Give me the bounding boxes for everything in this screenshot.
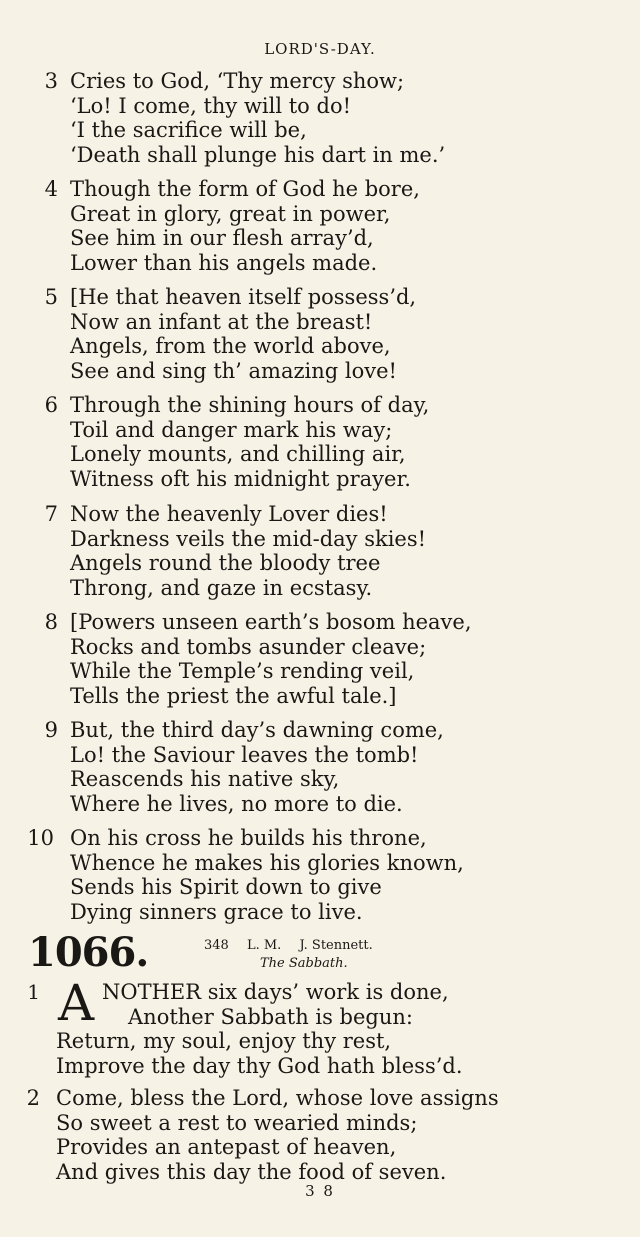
- verse-line: Witness oft his midnight prayer.: [70, 466, 411, 491]
- verse-number: 5: [44, 285, 58, 309]
- page-number: 3 8: [305, 1182, 335, 1200]
- running-head: LORD'S-DAY.: [264, 40, 376, 58]
- verse-line: [Powers unseen earth’s bosom heave,: [70, 610, 472, 634]
- verse-line: While the Temple’s rending veil,: [70, 659, 415, 684]
- verse-line: Provides an antepast of heaven,: [56, 1135, 397, 1160]
- verse-line: Now the heavenly Lover dies!: [70, 502, 388, 526]
- verse-line: Now an infant at the breast!: [70, 309, 373, 334]
- verse-line: [He that heaven itself possess’d,: [70, 285, 417, 309]
- verse-line: Rocks and tombs asunder cleave;: [70, 634, 427, 659]
- verse-number: 6: [44, 393, 58, 417]
- verse-line: Darkness veils the mid-day skies!: [70, 526, 427, 551]
- verse-line: Dying sinners grace to live.: [70, 899, 363, 924]
- verse-line: Reascends his native sky,: [70, 767, 340, 792]
- verse-line: Sends his Spirit down to give: [70, 875, 382, 900]
- verse-line: Lower than his angels made.: [70, 250, 378, 275]
- verse-line: And gives this day the food of seven.: [56, 1159, 447, 1184]
- hymn-number: 1066.: [28, 929, 149, 976]
- verse-line: Lonely mounts, and chilling air,: [70, 442, 406, 467]
- verse-line: See and sing th’ amazing love!: [70, 358, 397, 383]
- verse-line: So sweet a rest to wearied minds;: [56, 1110, 418, 1135]
- verse-number: 7: [44, 502, 58, 526]
- tune-reference: 348: [204, 938, 229, 953]
- verse-line: Cries to God, ‘Thy mercy show;: [70, 69, 405, 93]
- verse-number: 10: [27, 826, 54, 850]
- verse-line: Tells the priest the awful tale.]: [70, 683, 397, 708]
- hymn-header: [28, 930, 628, 980]
- verse-number: 2: [26, 1086, 40, 1110]
- verse-line: Angels round the bloody tree: [70, 551, 381, 576]
- verse-line: Come, bless the Lord, whose love assigns: [56, 1086, 499, 1110]
- verse-number: 8: [44, 610, 58, 634]
- verse-line: Return, my soul, enjoy thy rest,: [56, 1029, 392, 1053]
- drop-cap: A: [58, 974, 95, 1032]
- verse-number: 4: [44, 177, 58, 201]
- verse-number: 9: [44, 718, 58, 742]
- verse-line: NOTHER six days’ work is done,: [102, 980, 449, 1004]
- verse-line: Where he lives, no more to die.: [70, 791, 403, 816]
- verse-line: But, the third day’s dawning come,: [70, 718, 444, 742]
- hymn-subject: The Sabbath.: [260, 956, 348, 971]
- verse-line: Throng, and gaze in ecstasy.: [70, 575, 373, 600]
- verse-line: Another Sabbath is begun:: [128, 1004, 413, 1029]
- verse-number: 3: [44, 69, 58, 93]
- verse-line: Angels, from the world above,: [70, 334, 391, 359]
- author: J. Stennett.: [299, 938, 373, 953]
- verse-number: 1: [27, 980, 40, 1004]
- meter: L. M.: [246, 938, 282, 953]
- verse-line: ‘Death shall plunge his dart in me.’: [70, 142, 446, 167]
- verse-line: Improve the day thy God hath bless’d.: [56, 1053, 463, 1078]
- verse-line: Though the form of God he bore,: [70, 177, 420, 201]
- hymn-meta: [204, 938, 387, 953]
- verse-line: Through the shining hours of day,: [70, 393, 430, 417]
- verse-line: See him in our flesh array’d,: [70, 226, 374, 251]
- verse-line: On his cross he builds his throne,: [70, 826, 427, 850]
- verse-line: ‘Lo! I come, thy will to do!: [70, 93, 352, 118]
- verse-line: ‘I the sacrifice will be,: [70, 118, 307, 143]
- verse-line: Toil and danger mark his way;: [70, 417, 393, 442]
- verse-line: Great in glory, great in power,: [70, 201, 391, 226]
- verse-line: Whence he makes his glories known,: [70, 850, 464, 875]
- verse-line: Lo! the Saviour leaves the tomb!: [70, 742, 419, 767]
